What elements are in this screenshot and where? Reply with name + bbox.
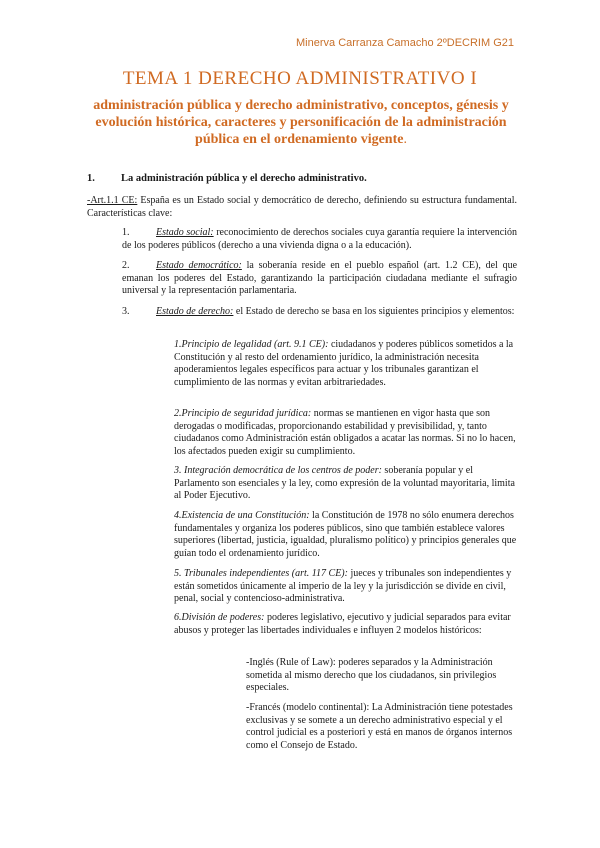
principle-division-poderes <box>174 612 517 637</box>
principle-term: 4.Existencia de una Constitución: <box>174 510 310 521</box>
art-label: -Art.1.1 CE: <box>87 195 138 206</box>
document-title: TEMA 1 DERECHO ADMINISTRATIVO I <box>122 68 478 89</box>
principle-constitucion <box>174 510 517 560</box>
item-number: 3. <box>122 306 130 317</box>
principle-text: jueces y tribunales son independientes y están sometidos únicamente al imperio de la ley y la jurisdicción se divide en civil, penal, social y contencioso-administrativa. <box>174 568 512 604</box>
principle-text: normas se mantienen en vigor hasta que son derogadas o modificadas, proporcionando estabilidad y previsibilidad, y, tanto ciudadanos como Administración están obligados a acatar las normas. Si no lo hacen, los afectados pueden exigir su cumplimiento. <box>174 408 516 457</box>
subtitle-text: administración pública y derecho administrativo, conceptos, génesis y evolución histórica, caracteres y personificación de la administración pública en el ordenamiento vigente <box>93 98 509 147</box>
subtitle-end: . <box>403 132 407 147</box>
principle-term: 1.Principio de legalidad (art. 9.1 CE): <box>174 339 329 350</box>
art-text: España es un Estado social y democrático de derecho, definiendo su estructura fundamental. Características clave: <box>87 195 518 219</box>
principle-text: soberanía popular y el Parlamento son esenciales y la ley, como expresión de la voluntad mayoritaria, limita al Poder Ejecutivo. <box>174 465 515 501</box>
principle-term: 5. Tribunales independientes (art. 117 CE): <box>174 568 348 579</box>
item-text: el Estado de derecho se basa en los siguientes principios y elementos: <box>233 306 515 317</box>
document-subtitle <box>86 97 516 148</box>
list-item-estado-democratico <box>122 260 517 298</box>
list-item-estado-social <box>122 227 517 252</box>
list-item-estado-derecho <box>122 306 517 319</box>
section-title: La administración pública y el derecho administrativo. <box>121 173 367 184</box>
principle-term: 6.División de poderes: <box>174 612 265 623</box>
art-paragraph <box>87 195 517 220</box>
principle-legalidad <box>174 339 517 389</box>
principle-seguridad-juridica <box>174 408 517 458</box>
model-ingles: -Inglés (Rule of Law): poderes separados y la Administración sometida al mismo derecho que los ciudadanos, sin privilegios especiales. <box>246 657 497 693</box>
principle-term: 2.Principio de seguridad jurídica: <box>174 408 312 419</box>
principle-text: poderes legislativo, ejecutivo y judicial separados para evitar abusos y proteger las libertades individuales e influyen 2 modelos históricos: <box>174 612 511 636</box>
model-frances: -Francés (modelo continental): La Administración tiene potestades exclusivas y se somete a un derecho administrativo especial y el control judicial es a posteriori y está en manos de órganos internos como el Consejo de Estado. <box>246 702 513 751</box>
principle-term: 3. Integración democrática de los centros de poder: <box>174 465 382 476</box>
principle-text: ciudadanos y poderes públicos sometidos a la Constitución y al resto del ordenamiento jurídico, la administración necesita apoderamientos legales específicos para actuar y los tribunales garantizan el cumplimiento de las normas y evitan arbitrariedades. <box>174 339 514 388</box>
principle-text: la Constitución de 1978 no sólo enumera derechos fundamentales y organiza los poderes públicos, sino que también establece valores superiores (libertad, justicia, igualdad, pluralismo político) y principios generales que guían todo el ordenamiento jurídico. <box>174 510 517 559</box>
item-text: la soberanía reside en el pueblo español (art. 1.2 CE), del que emanan los poderes del Estado, garantizando la participación ciudadana mediante el sufragio universal y la representación parlamentaria. <box>122 260 518 296</box>
item-term: Estado democrático: <box>156 260 242 271</box>
principle-tribunales <box>174 568 517 606</box>
item-term: Estado social: <box>156 227 214 238</box>
principle-integracion-democratica <box>174 465 517 503</box>
item-number: 2. <box>122 260 130 271</box>
document-header-author: Minerva Carranza Camacho 2ºDECRIM G21 <box>296 37 514 49</box>
item-number: 1. <box>122 227 130 238</box>
section-number: 1. <box>87 173 95 184</box>
section-heading <box>87 173 517 184</box>
item-term: Estado de derecho: <box>156 306 234 317</box>
item-text: reconocimiento de derechos sociales cuya garantía requiere la intervención de los poderes públicos (derecho a una vivienda digna o a la educación). <box>122 227 517 251</box>
